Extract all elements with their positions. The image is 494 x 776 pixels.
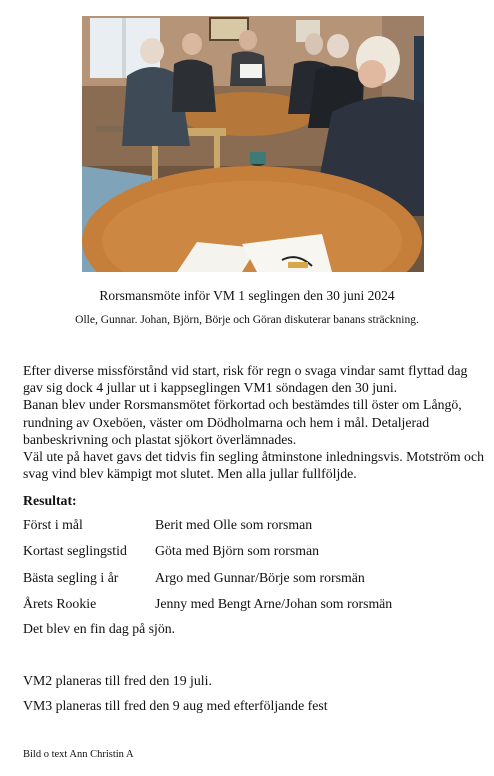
paragraph-course: Banan blev under Rorsmansmötet förkortad och bestämdes till öster om Långö, rundning av Oxeböen, väster om Dödholmarna och hem i mål. Detaljerad banbeskrivning och plastat sjökort överlämnades. — [23, 397, 462, 447]
result-row — [23, 596, 483, 622]
result-row — [23, 570, 483, 596]
photo-caption-names: Olle, Gunnar. Johan, Björn, Börje och Göran diskuterar banans sträckning. — [75, 314, 419, 326]
closing-sentence: Det blev en fin dag på sjön. — [23, 621, 176, 636]
photo-caption-title: Rorsmansmöte inför VM 1 seglingen den 30 juni 2024 — [99, 288, 395, 303]
results-heading: Resultat: — [23, 493, 77, 508]
photo-text-credit: Bild o text Ann Christin A — [23, 749, 134, 760]
vm3-plan: VM3 planeras till fred den 9 aug med efterföljande fest — [23, 698, 328, 713]
article-body — [23, 362, 485, 482]
results-list — [23, 517, 483, 622]
vm2-plan: VM2 planeras till fred den 19 juli. — [23, 673, 212, 688]
result-value: Göta med Björn som rorsman — [155, 543, 320, 559]
result-value: Argo med Gunnar/Börje som rorsmän — [155, 569, 365, 585]
result-row — [23, 543, 483, 569]
result-value: Jenny med Bengt Arne/Johan som rorsmän — [155, 595, 393, 611]
paragraph-start: Efter diverse missförstånd vid start, risk för regn o svaga vindar samt flyttad dag gav sig dock 4 jullar ut i kappseglingen VM1 söndagen den 30 juni. — [23, 363, 468, 396]
paragraph-sailing: Väl ute på havet gavs det tidvis fin segling åtminstone inledningsvis. Motström och svag vind blev kämpigt mot slutet. Men alla jullar fullföljde. — [23, 449, 484, 482]
result-row — [23, 517, 483, 543]
result-label: Årets Rookie — [23, 595, 97, 611]
result-label: Först i mål — [23, 517, 83, 532]
result-label: Kortast seglingstid — [23, 543, 127, 559]
result-value: Berit med Olle som rorsman — [155, 517, 313, 532]
group-photo — [82, 16, 424, 272]
result-label: Bästa segling i år — [23, 569, 119, 585]
